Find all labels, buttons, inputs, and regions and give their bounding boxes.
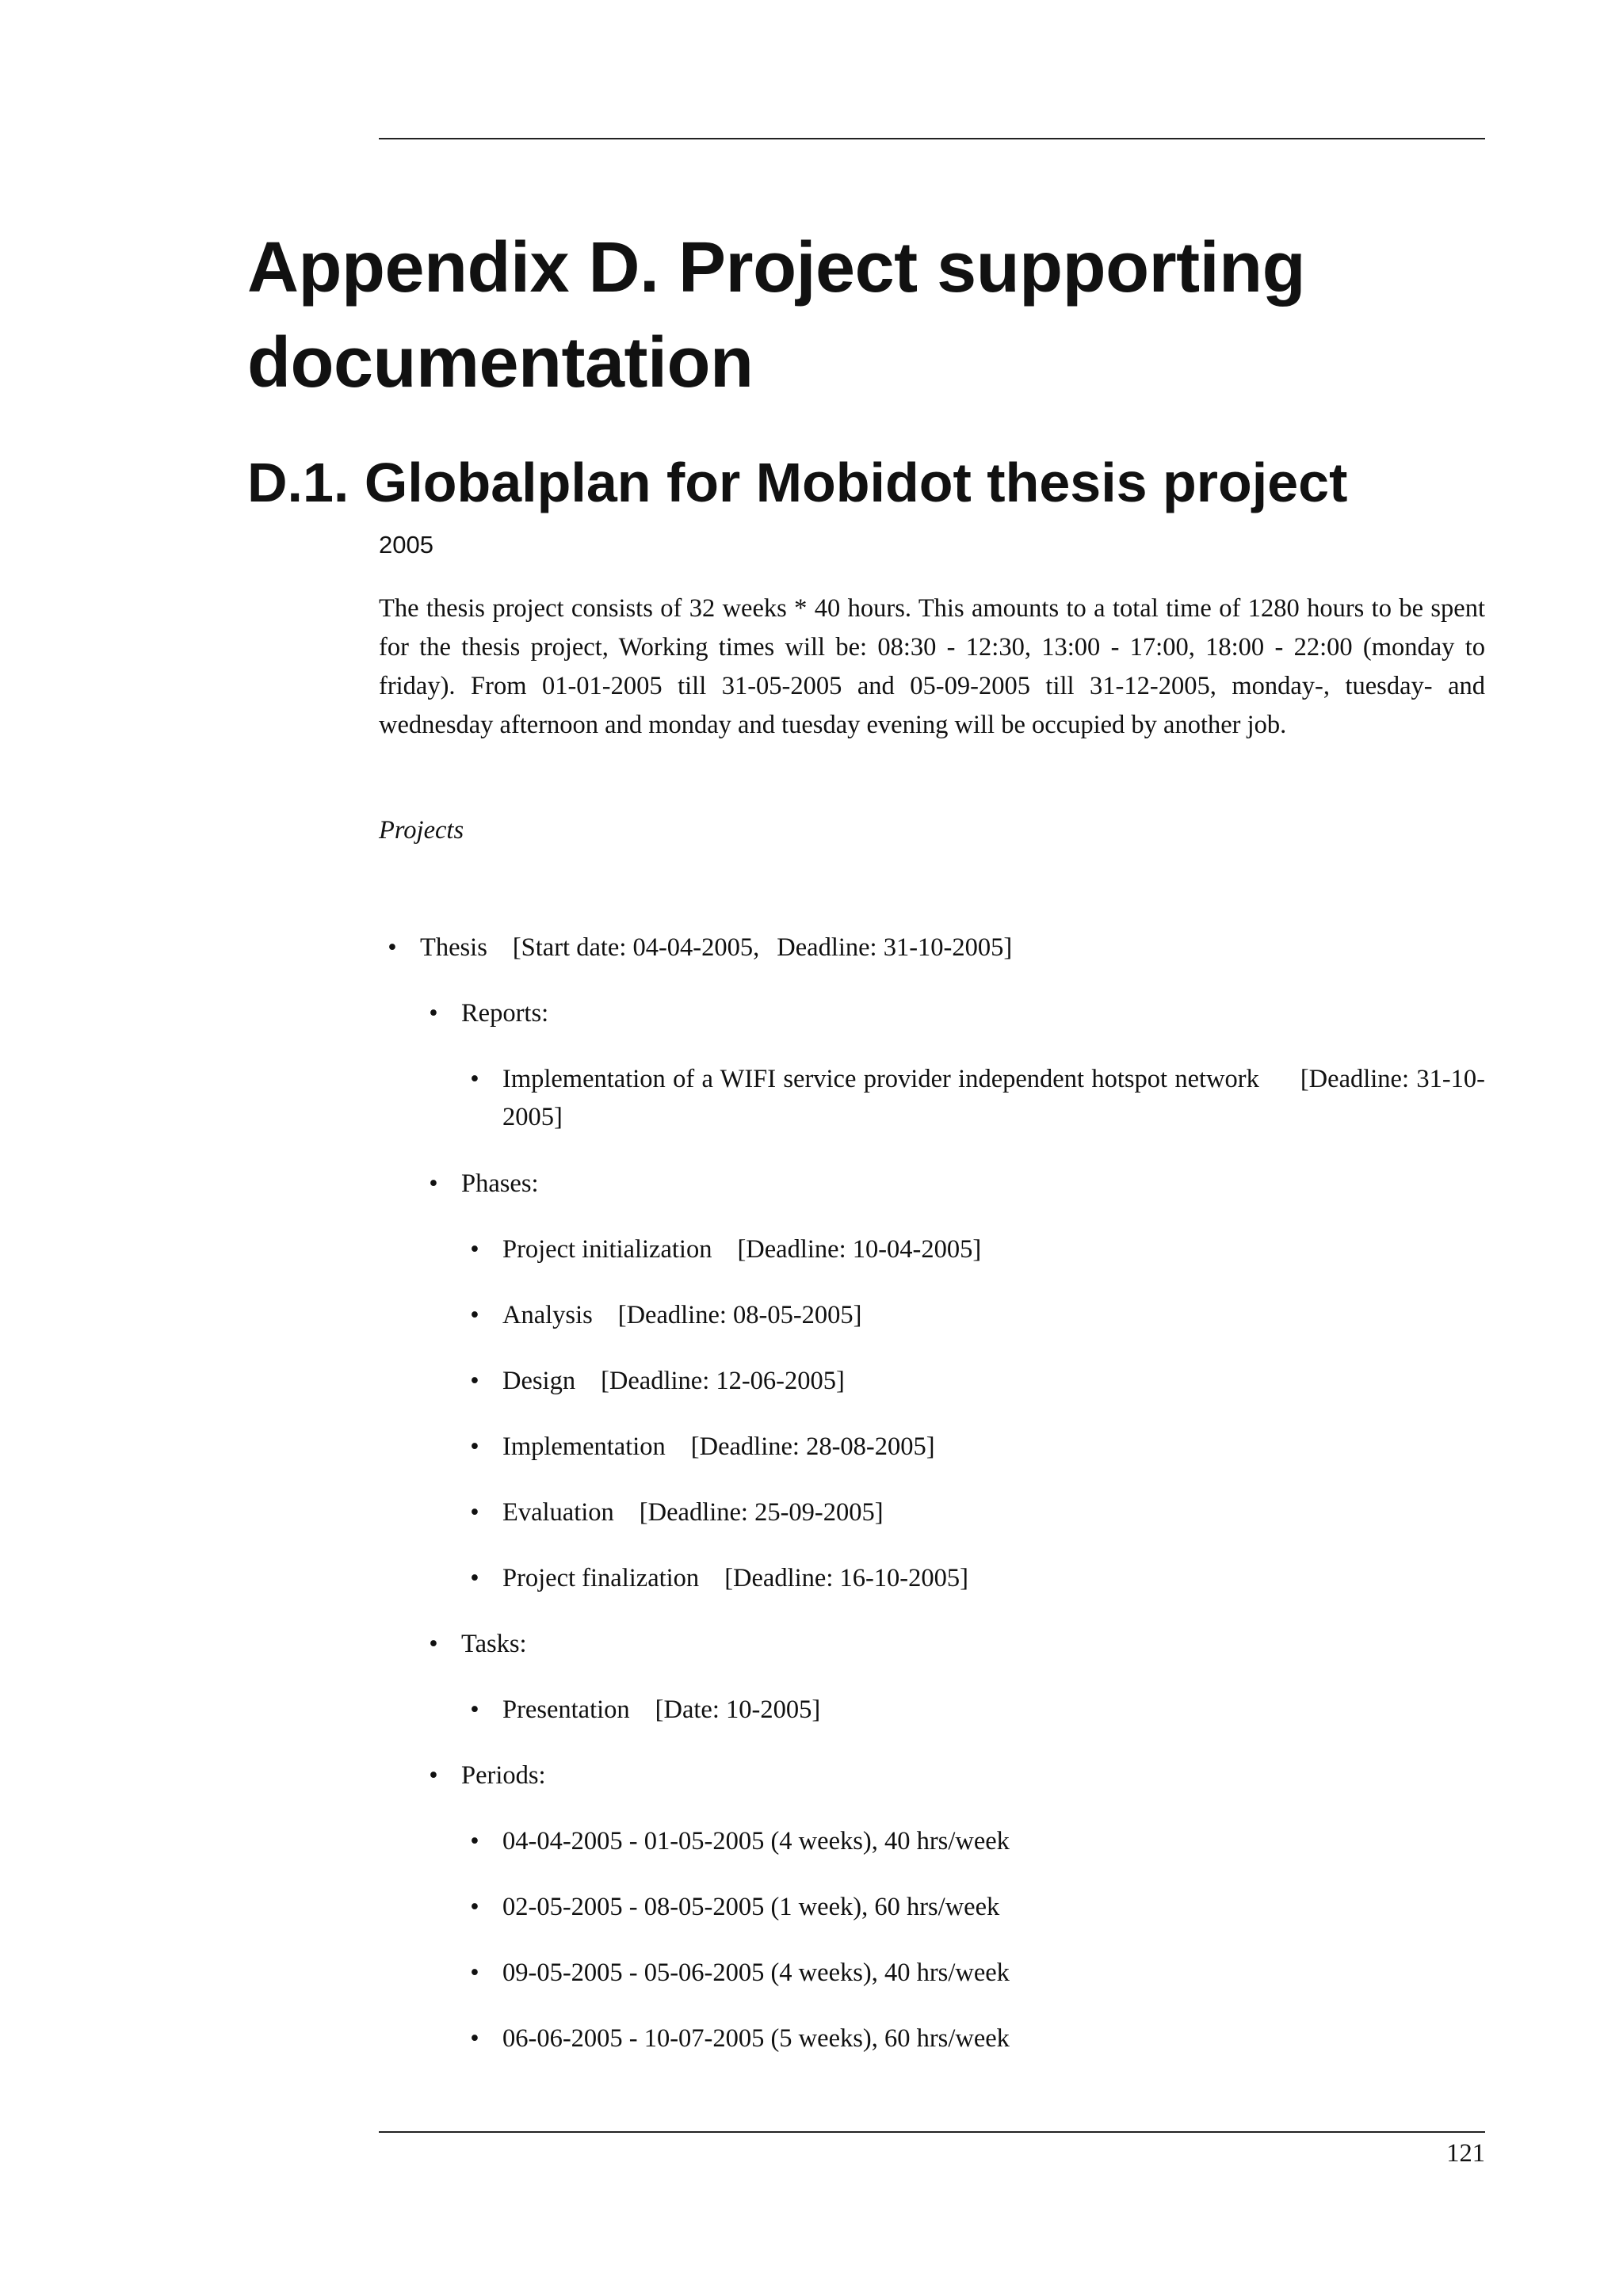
phase-deadline: [Deadline: 16-10-2005] xyxy=(724,1564,968,1592)
bullet-icon: • xyxy=(470,1695,479,1724)
phase-name: Evaluation xyxy=(502,1498,614,1527)
list-item-thesis xyxy=(388,929,1013,967)
list-item-period xyxy=(470,1888,1000,1926)
projects-label: Projects xyxy=(379,816,464,845)
list-item-phase xyxy=(470,1428,935,1466)
bullet-icon: • xyxy=(470,1065,479,1093)
period-text: 02-05-2005 - 08-05-2005 (1 week), 60 hrs/week xyxy=(502,1893,1000,1921)
list-item-phase xyxy=(470,1296,862,1334)
list-item-period xyxy=(470,2019,1010,2058)
periods-label: Periods: xyxy=(461,1761,546,1790)
phase-deadline: [Deadline: 12-06-2005] xyxy=(601,1367,845,1395)
page-number: 121 xyxy=(1446,2139,1485,2168)
thesis-deadline: Deadline: 31-10-2005] xyxy=(777,933,1013,962)
phase-deadline: [Deadline: 10-04-2005] xyxy=(737,1235,982,1264)
bullet-icon: • xyxy=(470,1827,479,1855)
period-text: 06-06-2005 - 10-07-2005 (5 weeks), 60 hrs/week xyxy=(502,2024,1010,2053)
phase-name: Analysis xyxy=(502,1301,593,1329)
bullet-icon: • xyxy=(429,1169,438,1198)
bullet-icon: • xyxy=(470,1498,479,1527)
phase-deadline: [Deadline: 08-05-2005] xyxy=(617,1301,862,1329)
task-name: Presentation xyxy=(502,1695,630,1724)
section-title: D.1. Globalplan for Mobidot thesis project xyxy=(247,452,1348,513)
bullet-icon: • xyxy=(470,2024,479,2053)
list-item-period xyxy=(470,1822,1010,1860)
list-item-phases xyxy=(429,1165,539,1203)
phase-name: Implementation xyxy=(502,1432,666,1461)
bullet-icon: • xyxy=(388,933,397,962)
phases-label: Phases: xyxy=(461,1169,539,1198)
phase-name: Project initialization xyxy=(502,1235,712,1264)
phase-deadline: [Deadline: 28-08-2005] xyxy=(690,1432,935,1461)
list-item-tasks xyxy=(429,1625,527,1663)
list-item-reports xyxy=(429,994,549,1032)
bullet-icon: • xyxy=(470,1235,479,1264)
report-name: Implementation of a WIFI service provider independent hotspot network xyxy=(502,1065,1259,1093)
header-rule xyxy=(379,138,1485,139)
phase-deadline: [Deadline: 25-09-2005] xyxy=(639,1498,884,1527)
bullet-icon: • xyxy=(429,1761,438,1790)
section-year: 2005 xyxy=(379,531,433,559)
phase-name: Design xyxy=(502,1367,576,1395)
list-item-phase xyxy=(470,1493,884,1531)
list-item-phase xyxy=(470,1230,982,1268)
chapter-title: Appendix D. Project supporting documentation xyxy=(247,228,1306,402)
bullet-icon: • xyxy=(470,1301,479,1329)
list-item-period xyxy=(470,1954,1010,1992)
bullet-icon: • xyxy=(429,1630,438,1658)
bullet-icon: • xyxy=(470,1432,479,1461)
period-text: 09-05-2005 - 05-06-2005 (4 weeks), 40 hrs/week xyxy=(502,1958,1010,1987)
bullet-icon: • xyxy=(470,1564,479,1592)
list-item-task xyxy=(470,1691,821,1729)
task-date: [Date: 10-2005] xyxy=(655,1695,821,1724)
report-deadline: [Deadline: 31-10-2005] xyxy=(502,1065,1485,1131)
reports-label: Reports: xyxy=(461,999,549,1028)
list-item-phase xyxy=(470,1362,845,1400)
bullet-icon: • xyxy=(470,1958,479,1987)
bullet-icon: • xyxy=(470,1367,479,1395)
thesis-start-date: [Start date: 04-04-2005, xyxy=(512,933,760,962)
period-text: 04-04-2005 - 01-05-2005 (4 weeks), 40 hrs/week xyxy=(502,1827,1010,1855)
list-item-phase xyxy=(470,1559,968,1597)
list-item-report xyxy=(470,1060,1485,1136)
bullet-icon: • xyxy=(470,1893,479,1921)
footer-rule xyxy=(379,2131,1485,2133)
phase-name: Project finalization xyxy=(502,1564,700,1592)
bullet-icon: • xyxy=(429,999,438,1028)
intro-paragraph: The thesis project consists of 32 weeks * 40 hours. This amounts to a total time of 1280 hours to be spent for the thesis project, Working times will be: 08:30 - 12:30, 13:00 - 17:00, 18:00 - 22:00 (monday to friday). From 01-01-2005 till 31-05-2005 and 05-09-2005 till 31-12-2005, monday-, tuesday- and wednesday afternoon and monday and tuesday evening will be occupied by another job. xyxy=(379,594,1485,739)
thesis-name: Thesis xyxy=(420,933,487,962)
tasks-label: Tasks: xyxy=(461,1630,527,1658)
list-item-periods xyxy=(429,1756,546,1794)
